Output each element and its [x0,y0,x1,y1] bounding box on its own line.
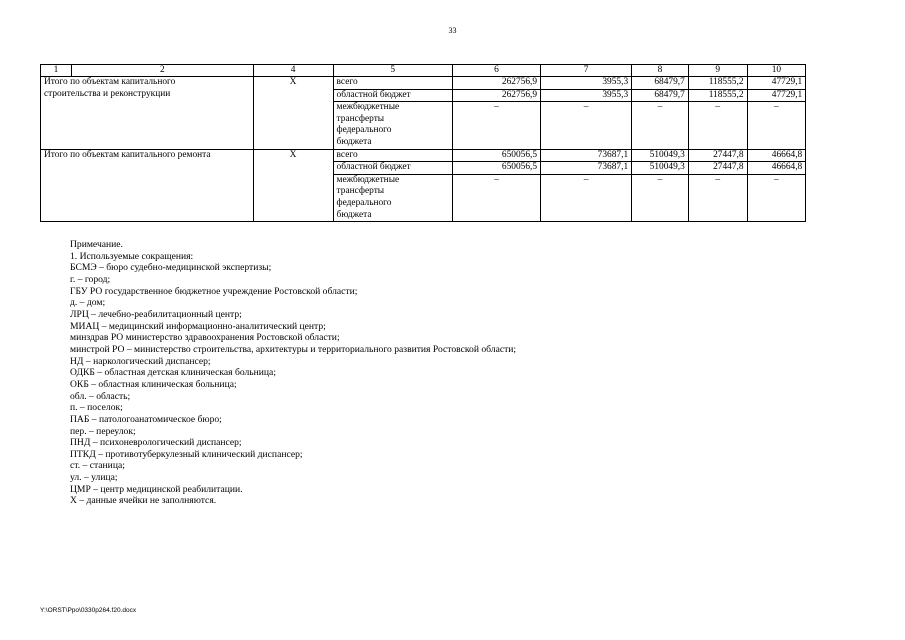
value-total: 650056,5 [452,162,540,175]
notes-section [70,239,516,507]
abbreviation-line: НД – наркологический диспансер; [70,355,211,367]
abbreviation-line: ул. – улица; [70,472,118,484]
group-title: Итого по объектам капитального строительства и реконструкции [41,77,254,150]
group-title: Итого по объектам капитального ремонта [41,149,254,222]
funding-source: всего [333,149,452,162]
value-total: – [452,102,540,149]
abbreviation-line: ОДКБ – областная детская клиническая больница; [70,367,276,379]
footer-file-path: Y:\ORST\Ppo\0330p264.f20.docx [40,607,137,614]
value-year: – [747,174,806,221]
value-year: 510049,3 [632,162,689,175]
value-total: 262756,9 [452,77,540,90]
page-number: 33 [448,26,457,35]
abbreviation-line: ПНД – психоневрологический диспансер; [70,437,242,449]
funding-source: областной бюджет [333,162,452,175]
abbreviation-line: п. – поселок; [70,402,123,414]
value-year: 46664,8 [747,162,806,175]
notes-item-1: 1. Используемые сокращения: [70,250,194,262]
col-num-10: 10 [747,65,806,77]
value-year: 118555,2 [688,89,747,102]
funding-source: областной бюджет [333,89,452,102]
abbreviation-line: г. – город; [70,273,111,285]
abbreviation-line: ст. – станица; [70,460,125,472]
value-year: 3955,3 [541,89,632,102]
abbreviation-line: МИАЦ – медицинский информационно-аналитический центр; [70,320,326,332]
value-year: – [747,102,806,149]
col-num-4: 4 [253,65,333,77]
value-year: 73687,1 [541,149,632,162]
value-year: 47729,1 [747,77,806,90]
value-year: 68479,7 [632,77,689,90]
value-total: 650056,5 [452,149,540,162]
funding-source: межбюджетные трансферты федерального бюджета [333,102,452,149]
table-row [41,149,865,162]
col-num-6: 6 [452,65,540,77]
col-num-5: 5 [333,65,452,77]
col-num-7: 7 [541,65,632,77]
abbreviation-line: ПТКД – противотуберкулезный клинический диспансер; [70,448,303,460]
value-year: 27447,8 [688,162,747,175]
value-year: – [688,174,747,221]
abbreviation-line: ОКБ – областная клиническая больница; [70,378,237,390]
value-year: – [688,102,747,149]
value-year: 3955,3 [541,77,632,90]
abbreviation-line: минздрав РО министерство здравоохранения Ростовской области; [70,332,340,344]
value-total: 262756,9 [452,89,540,102]
value-year: – [541,102,632,149]
col-num-1: 1 2 [41,65,254,77]
value-year: 27447,8 [688,149,747,162]
value-year: 73687,1 [541,162,632,175]
value-year: 68479,7 [632,89,689,102]
abbreviation-line: Х – данные ячейки не заполняются. [70,495,217,507]
abbreviation-line: БСМЭ – бюро судебно-медицинской экспертизы; [70,262,272,274]
abbreviation-line: ГБУ РО государственное бюджетное учреждение Ростовской области; [70,285,358,297]
value-year: 47729,1 [747,89,806,102]
abbreviation-line: ПАБ – патологоанатомическое бюро; [70,413,222,425]
col-num-9: 9 [688,65,747,77]
value-year: – [541,174,632,221]
abbreviation-line: д. – дом; [70,297,106,309]
funding-source: межбюджетные трансферты федерального бюджета [333,174,452,221]
column-number-row [41,65,865,77]
table-row [41,77,865,90]
col-num-8: 8 [632,65,689,77]
value-year: 46664,8 [747,149,806,162]
abbreviation-line: минстрой РО – министерство строительства, архитектуры и территориального развития Ростовской области; [70,343,517,355]
value-year: 118555,2 [688,77,747,90]
value-total: – [452,174,540,221]
abbreviation-line: ЦМР – центр медицинской реабилитации. [70,483,243,495]
code-cell: X [253,149,333,222]
abbreviation-line: пер. – переулок; [70,425,136,437]
value-year: 510049,3 [632,149,689,162]
funding-source: всего [333,77,452,90]
value-year: – [632,174,689,221]
value-year: – [632,102,689,149]
notes-heading: Примечание. [70,239,123,250]
budget-table [40,64,865,222]
code-cell: X [253,77,333,150]
abbreviation-line: обл. – область; [70,390,131,402]
abbreviation-line: ЛРЦ – лечебно-реабилитационный центр; [70,308,242,320]
